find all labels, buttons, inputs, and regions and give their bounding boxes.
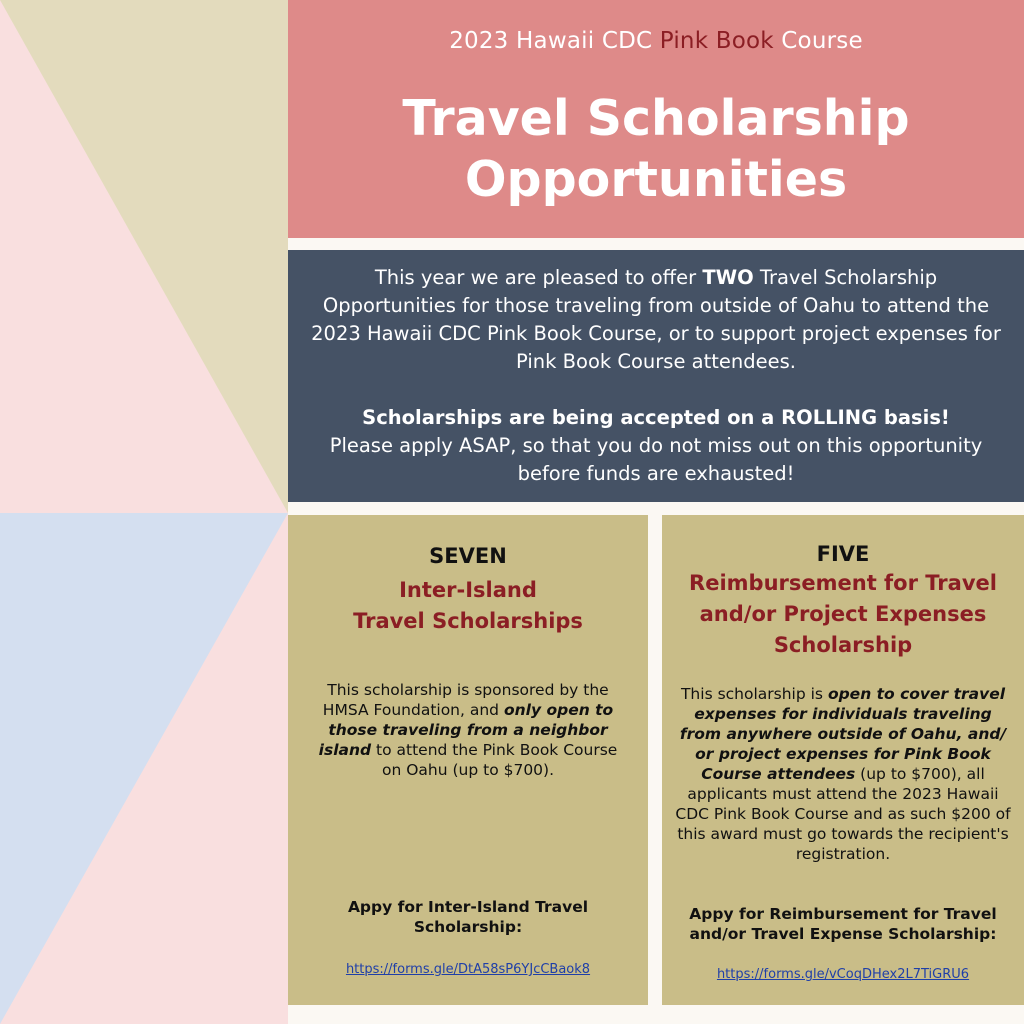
apply-link[interactable]: https://forms.gle/DtA58sP6YJcCBaok8 xyxy=(345,962,591,977)
intro-panel xyxy=(288,250,1024,502)
title-line-2: Opportunities xyxy=(464,151,848,208)
scholarship-description xyxy=(308,680,628,780)
desc-emphasis: only open to those traveling from a neighbor island xyxy=(318,701,614,759)
scholarship-count: SEVEN xyxy=(429,544,507,568)
title-line-1: Travel Scholarship xyxy=(402,90,910,147)
intro-emphasis: TWO xyxy=(702,266,754,289)
apply-link[interactable]: https://forms.gle/vCoqDHex2L7TiGRU6 xyxy=(716,967,970,982)
scholarship-count: FIVE xyxy=(816,542,870,566)
title-line: Reimbursement for Travel xyxy=(689,571,997,595)
scholarship-title xyxy=(288,575,648,637)
subtitle-text-end: Course xyxy=(773,28,863,54)
reimbursement-scholarship-card xyxy=(662,515,1024,1005)
desc-emphasis: open to cover travel expenses for individuals traveling from anywhere outside of Oahu, and/ or project expenses for Pink Book Course attendees xyxy=(679,685,1007,783)
rolling-notice xyxy=(308,404,1004,488)
rolling-headline: Scholarships are being accepted on a ROLLING basis! xyxy=(362,406,950,429)
desc-text-end: (up to $700), all applicants must attend the 2023 Hawaii CDC Pink Book Course and as such $200 of this award must go towards the recipient's registration. xyxy=(675,765,1011,863)
title-line: and/or Project Expenses xyxy=(699,602,987,626)
title-line: Scholarship xyxy=(773,633,913,657)
subtitle-text: 2023 Hawaii CDC xyxy=(449,28,660,54)
title-line: Travel Scholarships xyxy=(353,609,583,633)
desc-text-end: to attend the Pink Book Course on Oahu (up to $700). xyxy=(371,741,618,779)
apply-label: Appy for Inter-Island Travel Scholarship: xyxy=(347,898,589,936)
header-subtitle xyxy=(288,28,1024,54)
subtitle-accent: Pink Book xyxy=(659,28,774,54)
inter-island-scholarship-card xyxy=(288,515,648,1005)
decorative-triangles xyxy=(0,0,288,1024)
intro-text-rest: Travel Scholarship Opportunities for those traveling from outside of Oahu to attend the 2023 Hawaii CDC Pink Book Course, or to support project expenses for Pink Book Course attendees. xyxy=(311,266,1001,373)
desc-text: This scholarship is xyxy=(680,685,828,703)
page-title xyxy=(288,88,1024,210)
header-banner xyxy=(288,0,1024,238)
scholarship-title xyxy=(662,568,1024,661)
desc-text: This scholarship is sponsored by the HMSA Foundation, and xyxy=(322,681,609,719)
intro-paragraph xyxy=(308,264,1004,376)
rolling-text: Please apply ASAP, so that you do not miss out on this opportunity before funds are exhausted! xyxy=(329,434,983,485)
intro-text: This year we are pleased to offer xyxy=(374,266,703,289)
apply-label: Appy for Reimbursement for Travel and/or Travel Expense Scholarship: xyxy=(689,905,997,943)
scholarship-description xyxy=(672,684,1014,864)
title-line: Inter-Island xyxy=(399,578,537,602)
